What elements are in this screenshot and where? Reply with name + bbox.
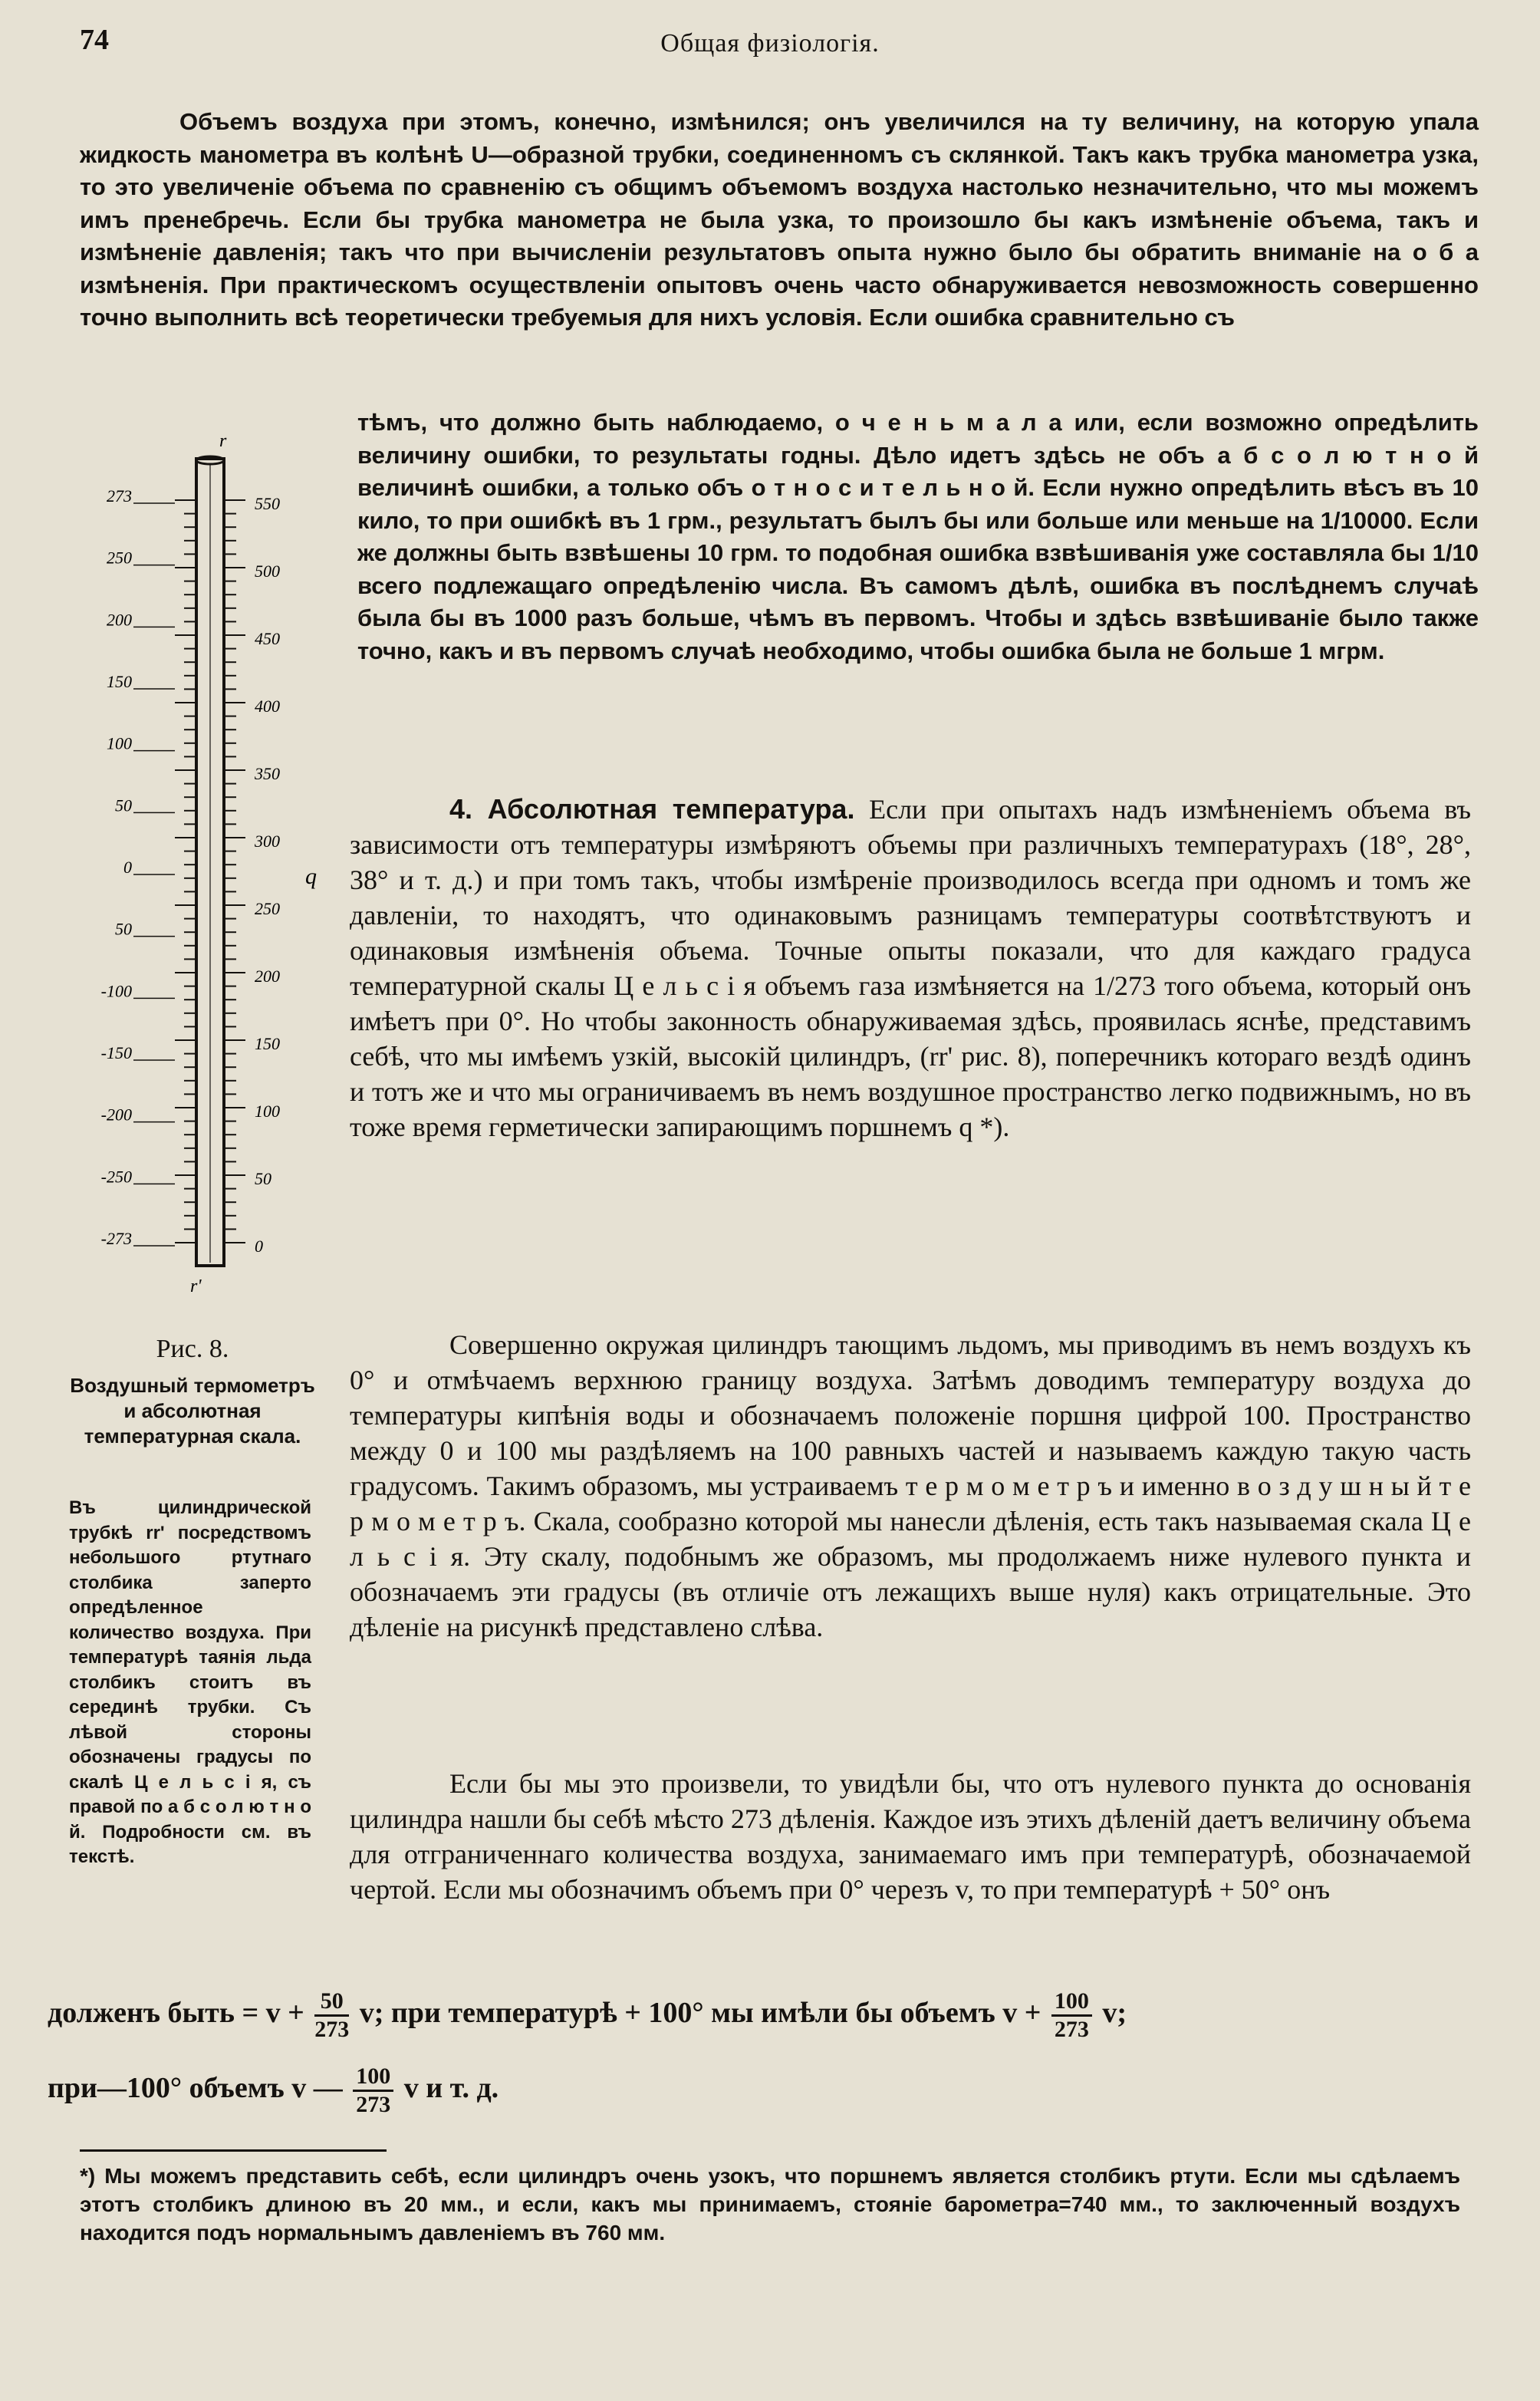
fraction-denominator: 273 [356,2092,391,2117]
absolute-tick-label: 150 [255,1034,280,1053]
absolute-tick-label: 450 [255,629,280,648]
footnote: *) Мы можемъ представить себѣ, если цилиндръ очень узокъ, что поршнемъ является столбикъ ртути. Если мы сдѣлаемъ этотъ столбикъ длиною въ 20 мм., и если, какъ мы принимаемъ, стоянiе барометра=740 мм., то заключенный воздухъ находится подъ нормальнымъ давленiемъ въ 760 мм. [80,2164,1460,2245]
celsius-tick-label: -273 [100,1229,132,1248]
celsius-tick-label: -200 [100,1105,132,1125]
fraction [314,1988,349,2043]
page-number: 74 [80,24,109,56]
paragraph-5 [350,1766,1471,1907]
absolute-tick-label: 50 [255,1169,271,1188]
celsius-tick-label: -100 [100,981,132,1001]
piston-label: q [305,864,317,889]
celsius-tick-label: 0 [123,858,132,877]
caption-body: Въ цилиндрической трубкѣ rr' посредствомъ небольшого ртутнаго столбика заперто опредѣленное количество воздуха. При температурѣ таянiя льда столбикъ стоитъ въ серединѣ трубки. Съ лѣвой стороны обозначены градусы по скалѣ Ц е л ь с i я, съ правой по а б с о л ю т н о й. Подробности см. въ текстѣ. [69,1497,311,1867]
paragraph-5-text: Если бы мы это произвели, то увидѣли бы, что отъ нулевого пункта до основанiя цилиндра нашли бы себѣ мѣсто 273 дѣленiя. Каждое изъ этихъ дѣленiй даетъ величину объема для отграниченнаго количества воздуха, занимаемаго имъ при температурѣ, обозначаемой чертой. Если мы обозначимъ объемъ при 0° черезъ v, то при температурѣ + 50° онъ [350,1768,1471,1905]
celsius-tick-label: 100 [107,733,132,753]
fraction-denominator: 273 [1054,2017,1089,2042]
paragraph-2-text: тѣмъ, что должно быть наблюдаемо, о ч е н ь м а л а или, если возможно опредѣлить величину ошибки, то результаты годны. Дѣло идетъ здѣсь не объ а б с о л ю т н о й величинѣ ошибки, а только объ о т н о с и т е л ь н о й. Если нужно опредѣлить вѣсъ въ 10 кило, то при ошибкѣ въ 1 грм., результатъ былъ бы или больше или меньше на 1/10000. Если же должны быть взвѣшены 10 грм. то подобная ошибка взвѣшиванiя уже составляла бы 1/10 всего подлежащаго опредѣленiю числа. Въ самомъ дѣлѣ, ошибка въ послѣднемъ случаѣ была бы въ 1000 разъ больше, чѣмъ въ первомъ. Чтобы и здѣсь взвѣшиванiе было также точно, какъ и въ первомъ случаѣ необходимо, чтобы ошибка была не больше 1 мгрм. [357,409,1479,664]
fraction-numerator: 50 [314,1988,349,2017]
absolute-tick-label: 400 [255,697,280,716]
paragraph-1 [80,106,1479,334]
celsius-tick-label: -150 [100,1043,132,1062]
celsius-tick-label: -250 [100,1167,132,1187]
celsius-tick-label: 50 [115,795,132,815]
absolute-tick-label: 0 [255,1237,263,1256]
celsius-tick-label: 50 [115,919,132,939]
fraction [1051,1988,1092,2043]
paragraph-3 [350,792,1471,1145]
celsius-tick-label: 150 [107,672,132,691]
figure-caption [66,1335,319,1449]
thermometer-drawing [61,430,353,1296]
footnote-divider [80,2149,387,2152]
absolute-scale-labels [254,494,280,1256]
formula-text: долженъ быть = v + [48,1997,304,2030]
formula-text: при—100° объемъ v — [48,2072,343,2105]
absolute-tick-label: 250 [255,899,280,918]
celsius-tick-label: 200 [107,610,132,630]
tube-bottom-label: r' [190,1276,202,1296]
fraction-numerator: 100 [1051,1988,1092,2017]
celsius-scale-labels [101,486,175,1248]
formula-text: v; [1102,1997,1127,2030]
absolute-tick-label: 500 [255,562,280,581]
absolute-tick-label: 200 [255,967,280,986]
celsius-tick-label: 273 [107,486,132,506]
fraction-numerator: 100 [353,2063,393,2092]
absolute-tick-label: 100 [255,1102,280,1121]
paragraph-4 [350,1327,1471,1645]
paragraph-1-text: Объемъ воздуха при этомъ, конечно, измѣнился; онъ увеличился на ту величину, на которую упала жидкость манометра въ колѣнѣ U—образной трубки, соединенномъ съ склянкой. Такъ какъ трубка манометра узка, то это увеличенiе объема по сравненiю съ общимъ объемомъ воздуха настолько незначительно, что мы можемъ имъ пренебречь. Если бы трубка манометра не была узка, то произошло бы какъ измѣненiе объема, такъ и измѣненiе давленiя; такъ что при вычисленiи результатовъ опыта нужно было бы обратить вниманiе на о б а измѣненiя. При практическомъ осуществленiи опытовъ очень часто обнаруживается невозможность совершенно точно выполнить всѣ теоретически требуемыя для нихъ условiя. Если ошибка сравнительно съ [80,108,1479,331]
formula-text: v и т. д. [403,2072,499,2105]
caption-title: Рис. 8. [156,1335,229,1363]
fraction-denominator: 273 [314,2017,350,2042]
absolute-tick-label: 550 [255,494,280,513]
air-thermometer-figure [61,430,353,1296]
fraction [353,2063,393,2118]
paragraph-2 [357,407,1479,667]
caption-subtitle: Воздушный термометръ и абсолютная температурная скала. [70,1374,315,1448]
running-head: Общая физiологiя. [660,29,880,58]
formula-text: v; при температурѣ + 100° мы имѣли бы объемъ v + [359,1997,1041,2030]
paragraph-3-text: Если при опытахъ надъ измѣненiемъ объема въ зависимости отъ температуры измѣряютъ объемы при различныхъ температурахъ (18°, 28°, 38° и т. д.) и при томъ такъ, чтобы измѣренiе производилось всегда при одномъ и томъ же давленiи, то находятъ, что одинаковымъ разницамъ температуры соотвѣтствуютъ и одинаковыя измѣненiя объема. Точные опыты показали, что для каждаго градуса температурной скалы Ц е л ь с i я объемъ газа измѣняется на 1/273 того объема, который онъ имѣетъ при 0°. Но чтобы законность обнаруживаемая здѣсь, проявилась яснѣе, представимъ себѣ, что мы имѣемъ узкiй, высокiй цилиндръ, (rr' рис. 8), поперечникъ котораго вездѣ одинъ и тотъ же и что мы ограничиваемъ въ немъ воздушное пространство легко подвижнымъ, но въ тоже время герметически запирающимъ поршнемъ q *). [350,794,1471,1142]
celsius-tick-label: 250 [107,548,132,568]
formula-line-1 [48,1988,1474,2043]
section-heading: 4. Абсолютная температура. [449,793,855,825]
absolute-tick-label: 300 [255,832,280,851]
tube-top-label: r [219,431,227,451]
formula-line-2 [48,2063,968,2118]
absolute-tick-label: 350 [255,764,280,783]
paragraph-4-text: Совершенно окружая цилиндръ тающимъ льдомъ, мы приводимъ въ немъ воздухъ къ 0° и отмѣчаемъ верхнюю границу воздуха. Затѣмъ доводимъ температуру воздуха до температуры кипѣнiя воды и обозначаемъ положенiе поршня цифрой 100. Пространство между 0 и 100 мы раздѣляемъ на 100 равныхъ частей и называемъ каждую такую часть градусомъ. Такимъ образомъ, мы устраиваемъ т е р м о м е т р ъ и именно в о з д у ш н ы й т е р м о м е т р ъ. Скала, сообразно которой мы нанесли дѣленiя, есть такъ называемая скала Ц е л ь с i я. Эту скалу, подобнымъ же образомъ, мы продолжаемъ ниже нулевого пункта и обозначаемъ эти градусы (въ отличiе отъ лежащихъ выше нуля) какъ отрицательные. Это дѣленiе на рисункѣ представлено слѣва. [350,1329,1471,1642]
